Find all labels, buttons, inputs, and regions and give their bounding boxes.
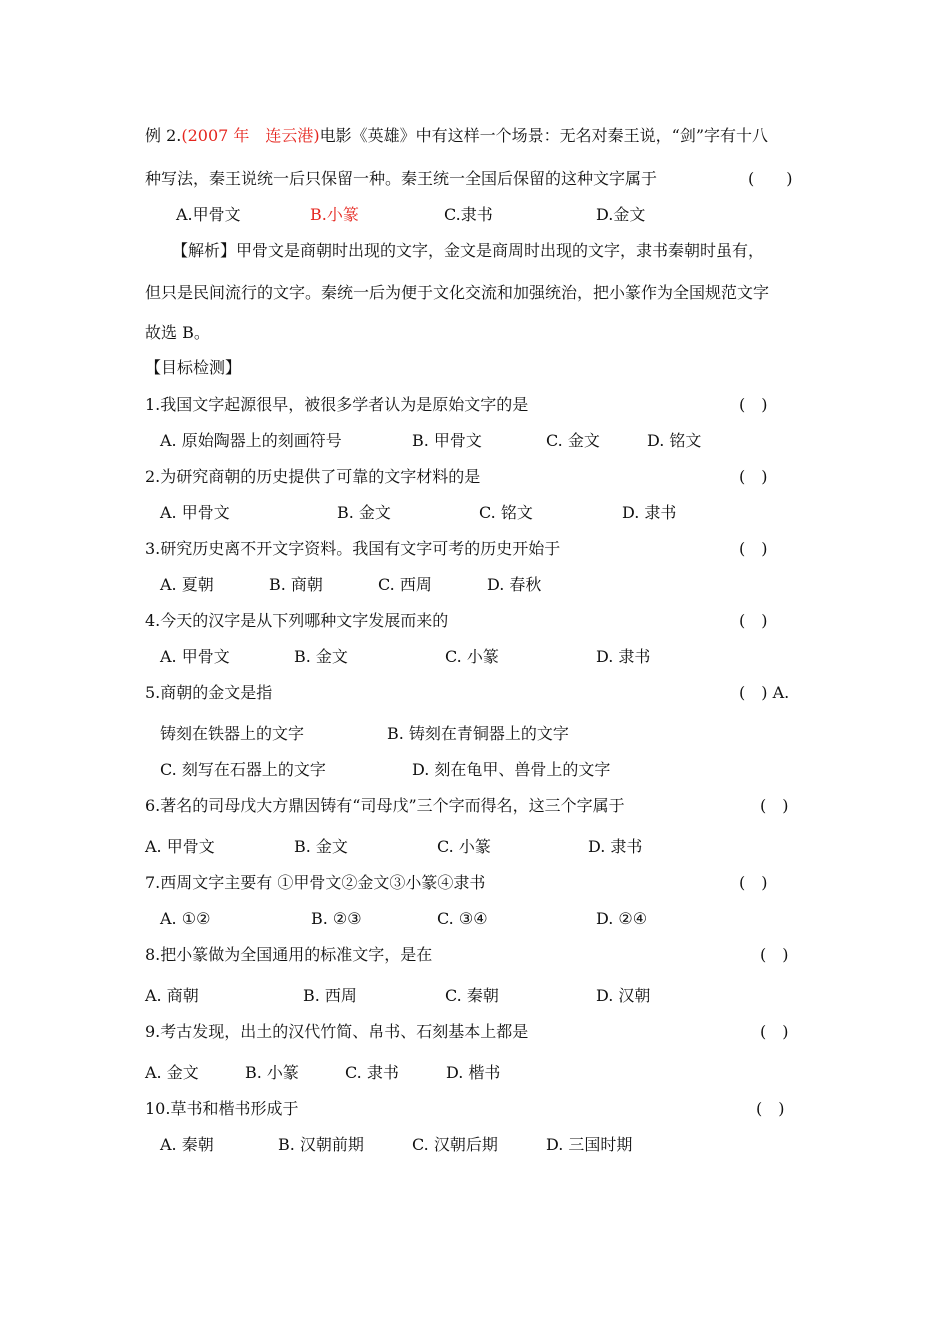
question-4-option-b: B. 金文 <box>294 647 348 666</box>
question-4-bracket: ( ) <box>739 611 768 630</box>
question-9-bracket: ( ) <box>760 1022 789 1041</box>
question-7-option-b: B. ②③ <box>311 909 362 928</box>
question-4-option-d: D. 隶书 <box>596 647 651 666</box>
question-3-option-d: D. 春秋 <box>487 575 542 594</box>
question-2-stem: 2.为研究商朝的历史提供了可靠的文字材料的是 <box>145 467 481 486</box>
question-2-option-c: C. 铭文 <box>479 503 533 522</box>
question-7-option-d: D. ②④ <box>596 909 648 928</box>
question-9-option-a: A. 金文 <box>145 1063 199 1082</box>
question-10-option-c: C. 汉朝后期 <box>412 1135 498 1154</box>
question-7-stem: 7.西周文字主要有 ①甲骨文②金文③小篆④隶书 <box>145 873 486 892</box>
question-5-stem: 5.商朝的金文是指 <box>145 683 273 702</box>
question-3-option-a: A. 夏朝 <box>160 575 214 594</box>
question-8-option-a: A. 商朝 <box>145 986 199 1005</box>
question-10-option-b: B. 汉朝前期 <box>278 1135 364 1154</box>
question-6-stem: 6.著名的司母戊大方鼎因铸有“司母戊”三个字而得名，这三个字属于 <box>145 796 625 815</box>
question-6-option-b: B. 金文 <box>294 837 348 856</box>
question-5-option-a: 铸刻在铁器上的文字 <box>160 724 305 743</box>
example-label: 例 2. <box>145 126 182 145</box>
question-1-option-d: D. 铭文 <box>647 431 702 450</box>
question-6-option-a: A. 甲骨文 <box>145 837 215 856</box>
question-3-stem: 3.研究历史离不开文字资料。我国有文字可考的历史开始于 <box>145 539 561 558</box>
question-1-option-b: B. 甲骨文 <box>412 431 482 450</box>
question-10-stem: 10.草书和楷书形成于 <box>145 1099 299 1118</box>
question-9-option-c: C. 隶书 <box>345 1063 399 1082</box>
analysis-line-1: 【解析】甲骨文是商朝时出现的文字，金文是商周时出现的文字，隶书秦朝时虽有， <box>172 241 765 260</box>
question-5-option-c: C. 刻写在石器上的文字 <box>160 760 326 779</box>
question-3-bracket: ( ) <box>739 539 768 558</box>
question-5-bracket: ( ) A. <box>739 683 790 702</box>
question-5-option-d: D. 刻在龟甲、兽骨上的文字 <box>412 760 611 779</box>
example-option-a: A.甲骨文 <box>176 205 241 224</box>
question-6-option-c: C. 小篆 <box>437 837 491 856</box>
question-1-stem: 1.我国文字起源很早，被很多学者认为是原始文字的是 <box>145 395 529 414</box>
question-9-option-d: D. 楷书 <box>446 1063 501 1082</box>
analysis-line-2: 但只是民间流行的文字。秦统一后为便于文化交流和加强统治，把小篆作为全国规范文字 <box>145 283 770 302</box>
question-5-option-b: B. 铸刻在青铜器上的文字 <box>387 724 569 743</box>
question-1-option-a: A. 原始陶器上的刻画符号 <box>160 431 342 450</box>
question-10-option-d: D. 三国时期 <box>546 1135 633 1154</box>
question-6-option-d: D. 隶书 <box>588 837 643 856</box>
example-source: (2007 年 连云港) <box>181 126 320 145</box>
analysis-line-3: 故选 B。 <box>145 323 210 342</box>
question-10-option-a: A. 秦朝 <box>160 1135 214 1154</box>
question-2-option-b: B. 金文 <box>337 503 391 522</box>
question-7-option-c: C. ③④ <box>437 909 488 928</box>
question-10-bracket: ( ) <box>756 1099 785 1118</box>
question-7-bracket: ( ) <box>739 873 768 892</box>
question-4-option-c: C. 小篆 <box>445 647 499 666</box>
section-title: 【目标检测】 <box>145 358 242 377</box>
question-4-stem: 4.今天的汉字是从下列哪种文字发展而来的 <box>145 611 449 630</box>
question-8-bracket: ( ) <box>760 945 789 964</box>
question-2-option-a: A. 甲骨文 <box>160 503 230 522</box>
question-2-bracket: ( ) <box>739 467 768 486</box>
question-1-option-c: C. 金文 <box>546 431 600 450</box>
example-option-b: B.小篆 <box>310 205 359 224</box>
example-line-1 <box>145 125 768 147</box>
example-text-2: 种写法，秦王说统一后只保留一种。秦王统一全国后保留的这种文字属于 <box>145 169 658 188</box>
question-4-option-a: A. 甲骨文 <box>160 647 230 666</box>
question-8-stem: 8.把小篆做为全国通用的标准文字，是在 <box>145 945 433 964</box>
question-7-option-a: A. ①② <box>160 909 211 928</box>
question-3-option-b: B. 商朝 <box>269 575 323 594</box>
question-1-bracket: ( ) <box>739 395 768 414</box>
question-3-option-c: C. 西周 <box>378 575 432 594</box>
example-bracket: ( ) <box>748 169 793 188</box>
question-6-bracket: ( ) <box>760 796 789 815</box>
question-8-option-d: D. 汉朝 <box>596 986 651 1005</box>
question-2-option-d: D. 隶书 <box>622 503 677 522</box>
example-option-d: D.金文 <box>596 205 646 224</box>
question-8-option-b: B. 西周 <box>303 986 357 1005</box>
example-option-c: C.隶书 <box>444 205 493 224</box>
example-text-1: 电影《英雄》中有这样一个场景：无名对秦王说，“剑”字有十八 <box>319 126 769 145</box>
question-8-option-c: C. 秦朝 <box>445 986 499 1005</box>
question-9-option-b: B. 小篆 <box>245 1063 299 1082</box>
question-9-stem: 9.考古发现，出土的汉代竹简、帛书、石刻基本上都是 <box>145 1022 529 1041</box>
